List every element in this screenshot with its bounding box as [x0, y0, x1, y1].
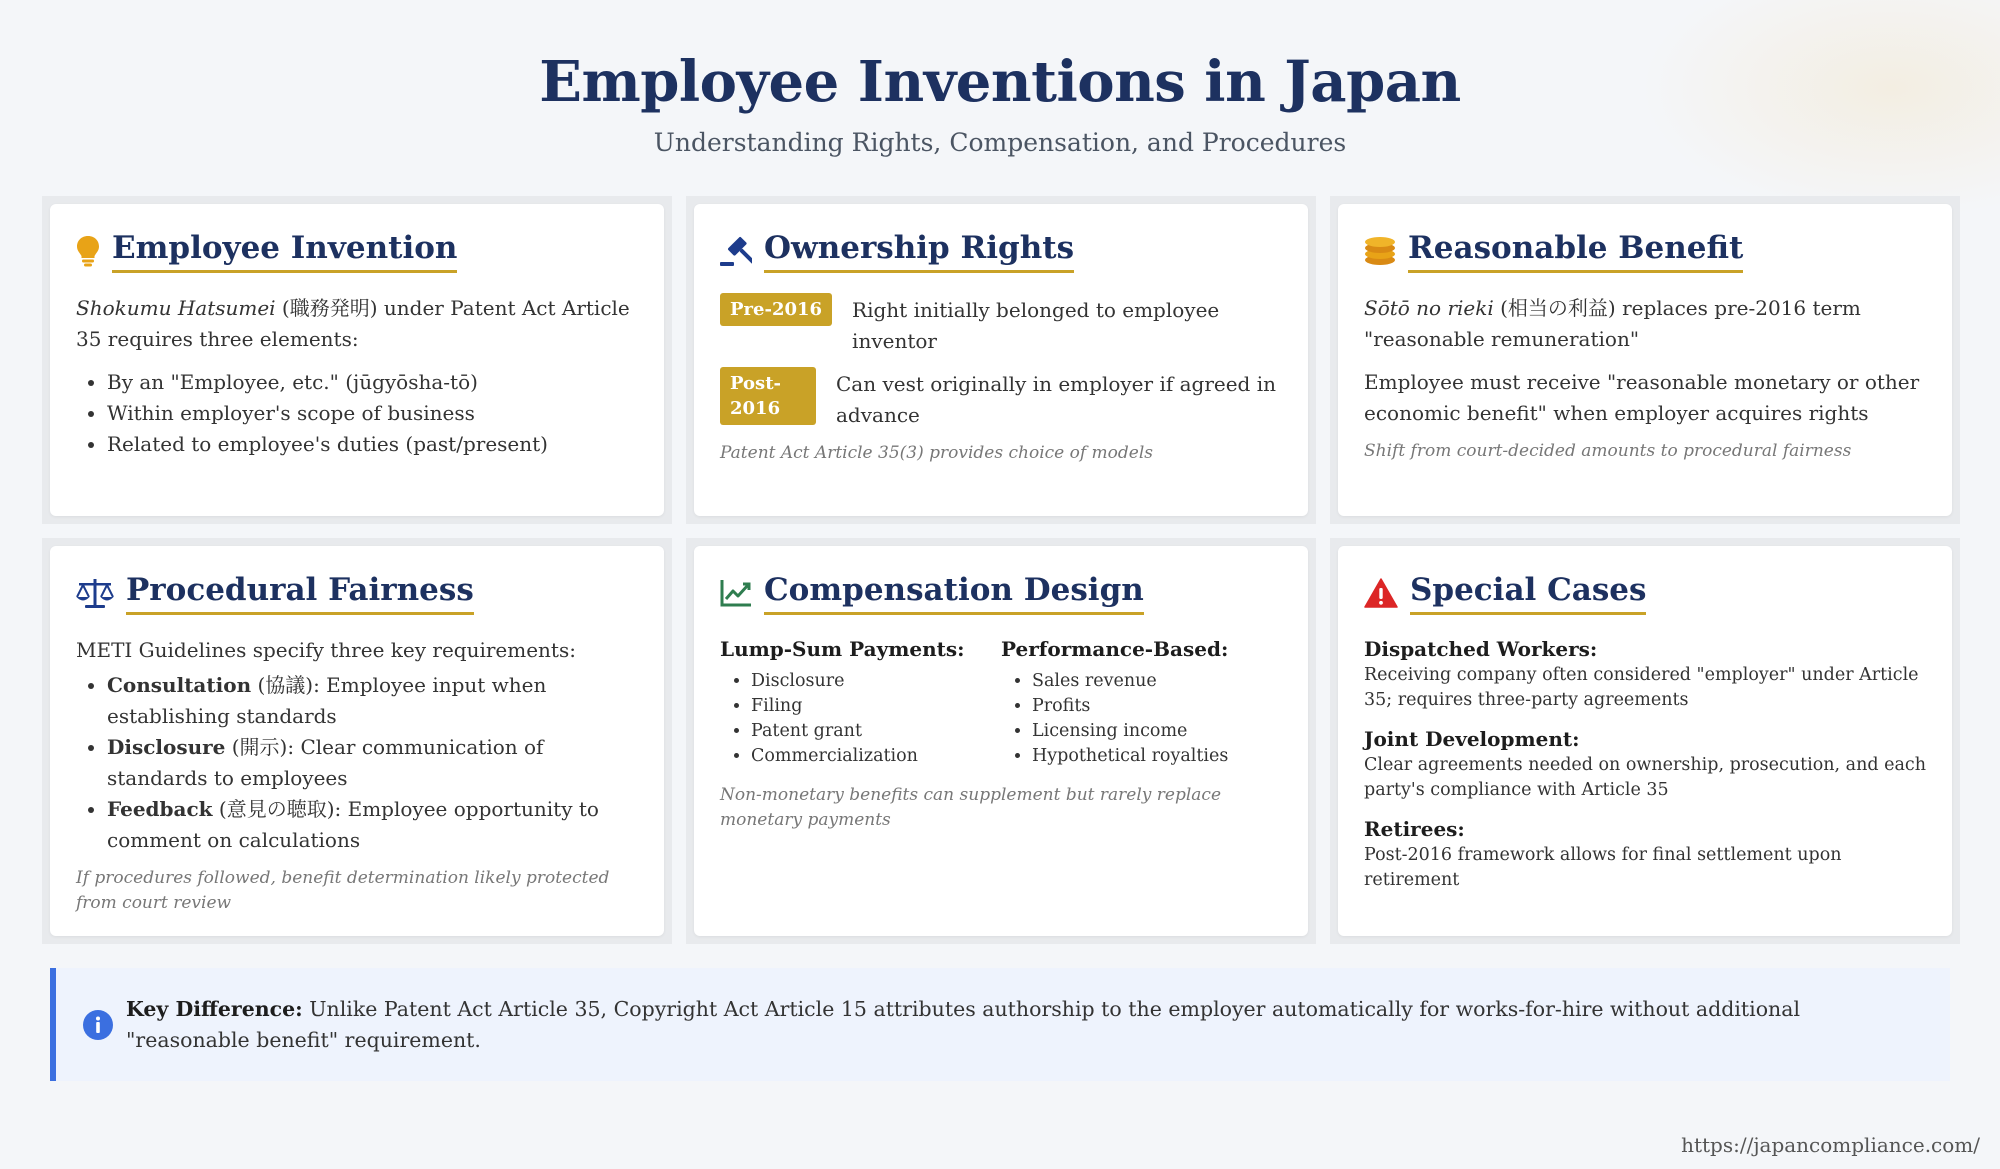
- list-item: • Hypothetical royalties: [1032, 744, 1282, 769]
- gavel-icon: [720, 235, 752, 267]
- footnote: Patent Act Article 35(3) provides choice of models: [720, 443, 1154, 463]
- list-item: • Related to employee's duties (past/present): [107, 429, 638, 460]
- ownership-row: [720, 293, 1282, 357]
- employee-invention-card: [50, 204, 664, 516]
- card-cell: [42, 196, 672, 524]
- reasonable-benefit-card: [1338, 204, 1952, 516]
- card-cell: [1330, 538, 1960, 944]
- scales-icon: [76, 577, 114, 609]
- footnote: Shift from court-decided amounts to procedural fairness: [1364, 441, 1852, 461]
- footnote: If procedures followed, benefit determination likely protected from court review: [76, 868, 610, 913]
- card-title: Special Cases: [1410, 570, 1646, 615]
- list-item: • Filing: [751, 694, 1001, 719]
- pre-2016-badge: Pre-2016: [720, 293, 832, 326]
- card-grid: [42, 196, 1960, 944]
- warning-icon: [1364, 578, 1398, 608]
- post-2016-badge: Post-2016: [720, 367, 816, 425]
- lump-sum-column: [720, 635, 1001, 769]
- case-text: Receiving company often considered "employer" under Article 35; requires three-party agreements: [1364, 665, 1919, 710]
- list-item: • Disclosure (開示): Clear communication of standards to employees: [107, 732, 638, 794]
- key-difference-callout: [50, 968, 1950, 1081]
- list-item: • Feedback (意見の聴取): Employee opportunity to comment on calculations: [107, 794, 638, 856]
- list-item: • Licensing income: [1032, 719, 1282, 744]
- page-subtitle: Understanding Rights, Compensation, and Procedures: [653, 128, 1347, 157]
- performance-list: [1032, 669, 1282, 769]
- case-label: Retirees:: [1364, 817, 1465, 841]
- ownership-text: Can vest originally in employer if agreed in advance: [836, 372, 1276, 427]
- card-title: Procedural Fairness: [126, 570, 474, 615]
- benefit-requirement-text: Employee must receive "reasonable monetary or other economic benefit" when employer acquires rights: [1364, 370, 1920, 425]
- procedural-fairness-card: [50, 546, 664, 936]
- key-difference-text: Key Difference: Unlike Patent Act Article 35, Copyright Act Article 15 attributes authorship to the employer automatically for works-for-hire without additional "reasonable benefit" requirement.: [126, 996, 1801, 1052]
- card-title: Reasonable Benefit: [1408, 228, 1743, 273]
- card-title: Ownership Rights: [764, 228, 1074, 273]
- compensation-design-card: [694, 546, 1308, 936]
- card-cell: [686, 538, 1316, 944]
- coins-icon: [1364, 236, 1396, 266]
- performance-title: Performance-Based:: [1001, 637, 1229, 661]
- intro-text: METI Guidelines specify three key requirements:: [76, 638, 576, 662]
- page-title: Employee Inventions in Japan: [539, 49, 1461, 115]
- performance-column: [1001, 635, 1282, 769]
- case-text: Post-2016 framework allows for final settlement upon retirement: [1364, 845, 1842, 890]
- list-item: • Consultation (協議): Employee input when establishing standards: [107, 670, 638, 732]
- list-item: • By an "Employee, etc." (jūgyōsha-tō): [107, 367, 638, 398]
- list-item: • Commercialization: [751, 744, 1001, 769]
- lump-sum-title: Lump-Sum Payments:: [720, 637, 965, 661]
- lightbulb-icon: [76, 235, 100, 267]
- card-cell: [686, 196, 1316, 524]
- benefit-term-text: Sōtō no rieki (相当の利益) replaces pre-2016 term "reasonable remuneration": [1364, 296, 1861, 351]
- chart-line-icon: [720, 579, 752, 607]
- card-title: Compensation Design: [764, 570, 1144, 615]
- requirements-list: [107, 670, 638, 856]
- footnote: Non-monetary benefits can supplement but rarely replace monetary payments: [720, 785, 1222, 830]
- ownership-text: Right initially belonged to employee inventor: [852, 298, 1220, 353]
- list-item: • Disclosure: [751, 669, 1001, 694]
- footer-url[interactable]: https://japancompliance.com/: [1681, 1133, 1980, 1157]
- japanese-term: Shokumu Hatsumei: [76, 296, 276, 320]
- special-cases-card: [1338, 546, 1952, 936]
- list-item: • Patent grant: [751, 719, 1001, 744]
- case-label: Dispatched Workers:: [1364, 637, 1598, 661]
- ownership-row: [720, 367, 1282, 431]
- card-title: Employee Invention: [112, 228, 457, 273]
- key-difference-label: Key Difference:: [126, 996, 303, 1021]
- page-header: [0, 44, 2000, 160]
- list-item: • Within employer's scope of business: [107, 398, 638, 429]
- list-item: • Profits: [1032, 694, 1282, 719]
- info-icon: [82, 1009, 114, 1041]
- case-label: Joint Development:: [1364, 727, 1580, 751]
- card-cell: [1330, 196, 1960, 524]
- case-text: Clear agreements needed on ownership, prosecution, and each party's compliance with Article 35: [1364, 755, 1926, 800]
- card-cell: [42, 538, 672, 944]
- elements-list: [107, 367, 638, 460]
- list-item: • Sales revenue: [1032, 669, 1282, 694]
- ownership-rights-card: [694, 204, 1308, 516]
- intro-text: Shokumu Hatsumei (職務発明) under Patent Act Article 35 requires three elements:: [76, 296, 630, 351]
- compensation-columns: [720, 635, 1282, 769]
- japanese-term: Sōtō no rieki: [1364, 296, 1494, 320]
- lump-sum-list: [751, 669, 1001, 769]
